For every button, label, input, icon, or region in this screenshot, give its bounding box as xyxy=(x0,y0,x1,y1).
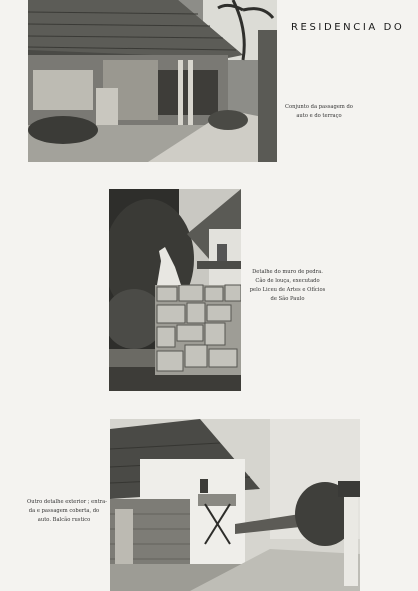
photo-passage-terrace xyxy=(28,0,277,162)
photo-exterior-entrance xyxy=(110,419,360,591)
photo-stone-wall xyxy=(109,189,241,391)
caption-exterior-entrance: Outro detalhe exterior ; entra- da e passagem coberta, do auto. Balcão rustico xyxy=(27,499,107,523)
caption-stone-wall: Detalhe do muro de pedra. Cão de louça, executado pelo Liceu de Artes e Ofícios de São Paulo xyxy=(249,269,326,302)
caption-passage-terrace: Conjunto da passagem do auto e do terraço xyxy=(285,104,353,119)
page-title: RESIDENCIA DO xyxy=(291,22,405,33)
